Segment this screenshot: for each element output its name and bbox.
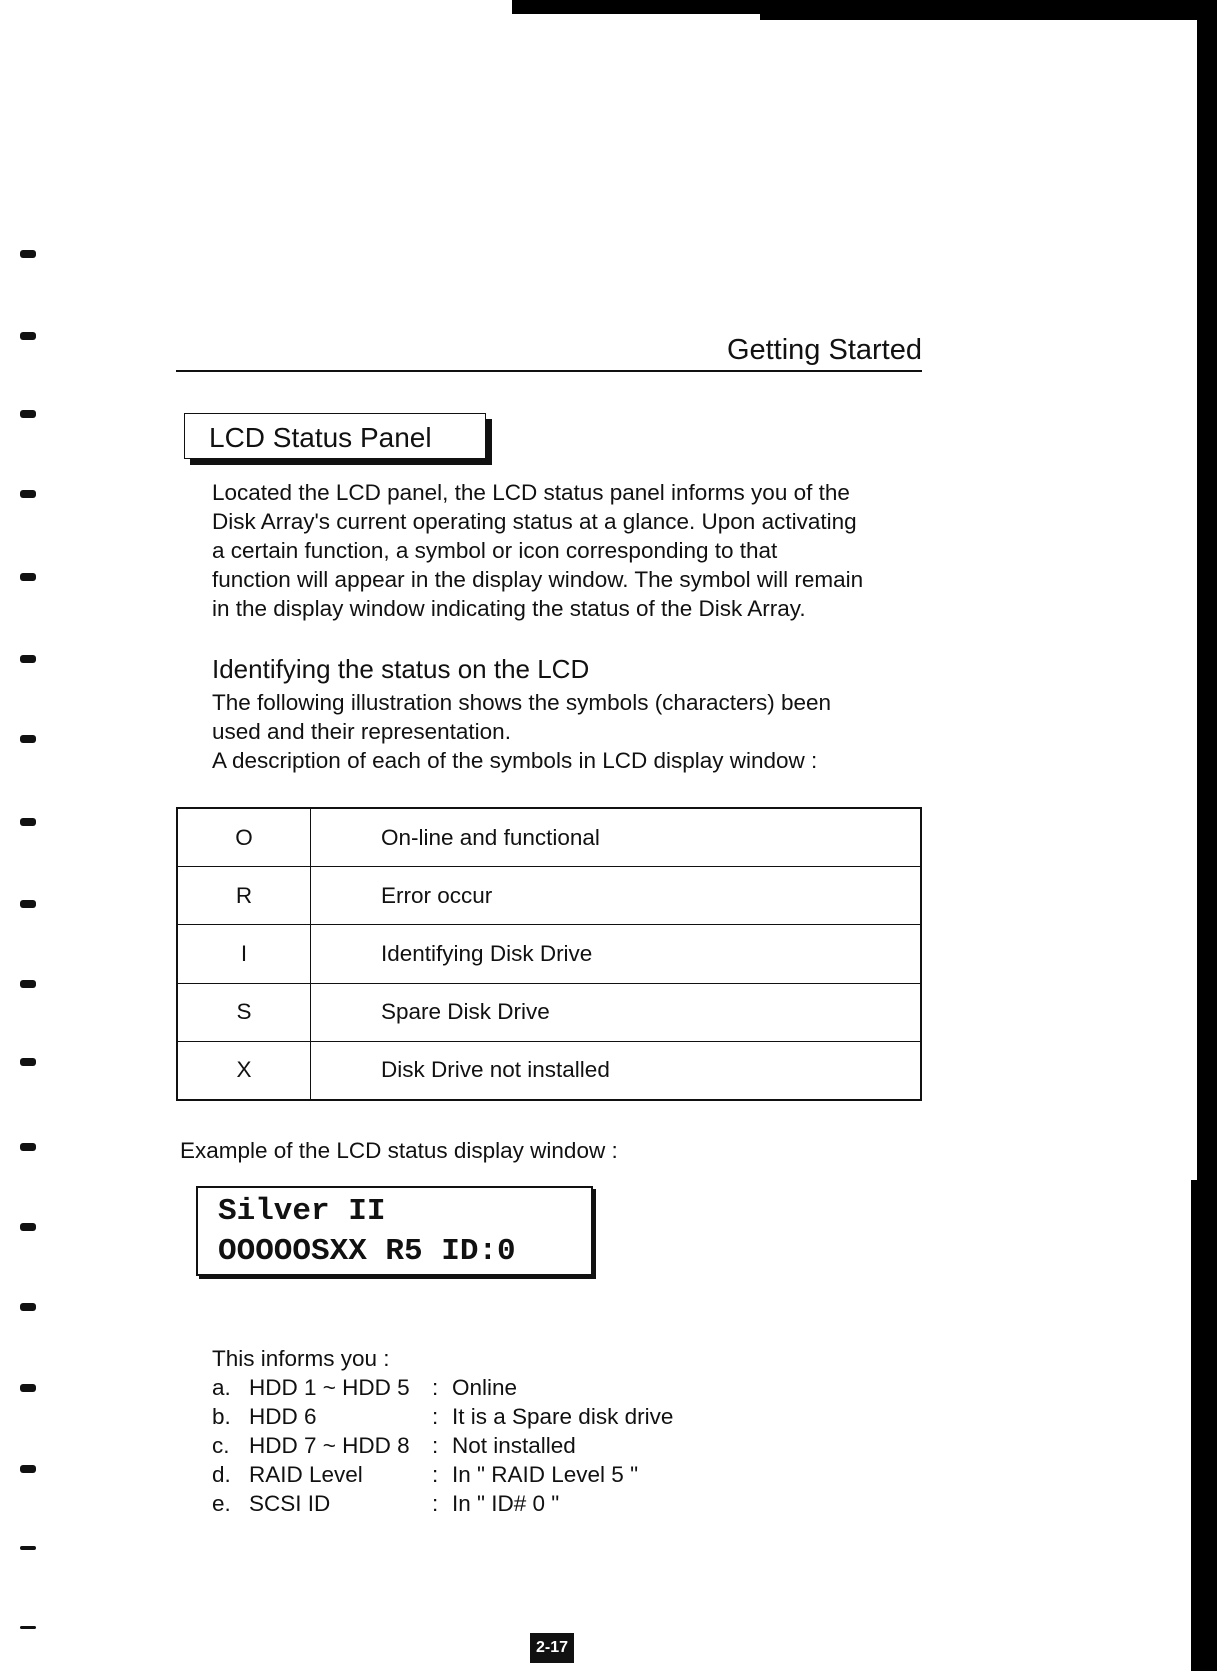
punch-hole-mark xyxy=(20,250,36,258)
section-title-box xyxy=(184,413,486,459)
punch-hole-mark xyxy=(20,655,36,663)
table-row xyxy=(177,1041,921,1100)
item-value: In " RAID Level 5 " xyxy=(452,1462,639,1487)
item-label: HDD 7 ~ HDD 8 xyxy=(249,1433,410,1458)
subsection-paragraph xyxy=(212,688,831,775)
item-letter: b. xyxy=(212,1404,231,1429)
symbol-cell: R xyxy=(177,867,311,925)
item-value: Not installed xyxy=(452,1433,576,1458)
item-value: In " ID# 0 " xyxy=(452,1491,560,1516)
table-row xyxy=(177,867,921,925)
intro-line: function will appear in the display window. The symbol will remain xyxy=(212,567,864,592)
item-label: SCSI ID xyxy=(249,1491,331,1516)
punch-hole-mark xyxy=(20,332,36,340)
meaning-cell: On-line and functional xyxy=(311,808,922,867)
punch-hole-mark xyxy=(20,1303,36,1311)
punch-hole-mark xyxy=(20,1546,36,1550)
punch-hole-mark xyxy=(20,818,36,826)
punch-hole-mark xyxy=(20,980,36,988)
table-row xyxy=(177,808,921,867)
subsection-line: used and their representation. xyxy=(212,719,511,744)
symbol-cell: O xyxy=(177,808,311,867)
item-letter: d. xyxy=(212,1462,231,1487)
item-label: HDD 1 ~ HDD 5 xyxy=(249,1375,410,1400)
item-label: RAID Level xyxy=(249,1462,363,1487)
subsection-line: A description of each of the symbols in LCD display window : xyxy=(212,748,818,773)
punch-hole-mark xyxy=(20,735,36,743)
lcd-line-1: Silver II xyxy=(218,1194,386,1229)
symbol-cell: X xyxy=(177,1041,311,1100)
intro-line: in the display window indicating the status of the Disk Array. xyxy=(212,596,806,621)
item-letter: c. xyxy=(212,1433,230,1458)
section-title: LCD Status Panel xyxy=(209,422,432,453)
punch-hole-mark xyxy=(20,410,36,418)
punch-hole-mark xyxy=(20,1223,36,1231)
symbol-cell: S xyxy=(177,983,311,1041)
item-letter: a. xyxy=(212,1375,231,1400)
informs-intro: This informs you : xyxy=(212,1346,390,1371)
punch-hole-mark xyxy=(20,1058,36,1066)
punch-hole-mark xyxy=(20,1465,36,1473)
running-header: Getting Started xyxy=(726,334,922,366)
item-value: It is a Spare disk drive xyxy=(452,1404,674,1429)
meaning-cell: Error occur xyxy=(311,867,922,925)
punch-hole-mark xyxy=(20,900,36,908)
lcd-line-2: OOOOOSXX R5 ID:0 xyxy=(218,1234,516,1269)
intro-line: a certain function, a symbol or icon corresponding to that xyxy=(212,538,778,563)
subsection-heading: Identifying the status on the LCD xyxy=(212,654,590,684)
lcd-display-example xyxy=(196,1186,593,1276)
item-value: Online xyxy=(452,1375,518,1400)
intro-line: Disk Array's current operating status at a glance. Upon activating xyxy=(212,509,857,534)
punch-hole-mark xyxy=(20,1143,36,1151)
subsection-line: The following illustration shows the symbols (characters) been xyxy=(212,690,832,715)
symbol-cell: I xyxy=(177,925,311,983)
punch-hole-mark xyxy=(20,1626,36,1629)
scan-edge-right-lower xyxy=(1191,1180,1217,1671)
table-row xyxy=(177,983,921,1041)
punch-hole-mark xyxy=(20,573,36,581)
item-colon: : xyxy=(432,1375,439,1400)
scan-edge-top-thick xyxy=(760,0,1217,20)
punch-hole-mark xyxy=(20,490,36,498)
table-row xyxy=(177,925,921,983)
intro-line: Located the LCD panel, the LCD status panel informs you of the xyxy=(212,480,850,505)
symbol-table xyxy=(176,807,922,1101)
item-colon: : xyxy=(432,1433,439,1458)
item-letter: e. xyxy=(212,1491,231,1516)
page-number: 2-17 xyxy=(530,1633,574,1663)
meaning-cell: Spare Disk Drive xyxy=(311,983,922,1041)
punch-hole-mark xyxy=(20,1384,36,1392)
item-colon: : xyxy=(432,1404,439,1429)
header-rule xyxy=(176,370,922,372)
meaning-cell: Disk Drive not installed xyxy=(311,1041,922,1100)
meaning-cell: Identifying Disk Drive xyxy=(311,925,922,983)
item-colon: : xyxy=(432,1491,439,1516)
example-label: Example of the LCD status display window : xyxy=(180,1138,618,1163)
intro-paragraph xyxy=(212,478,932,623)
item-label: HDD 6 xyxy=(249,1404,317,1429)
item-colon: : xyxy=(432,1462,439,1487)
